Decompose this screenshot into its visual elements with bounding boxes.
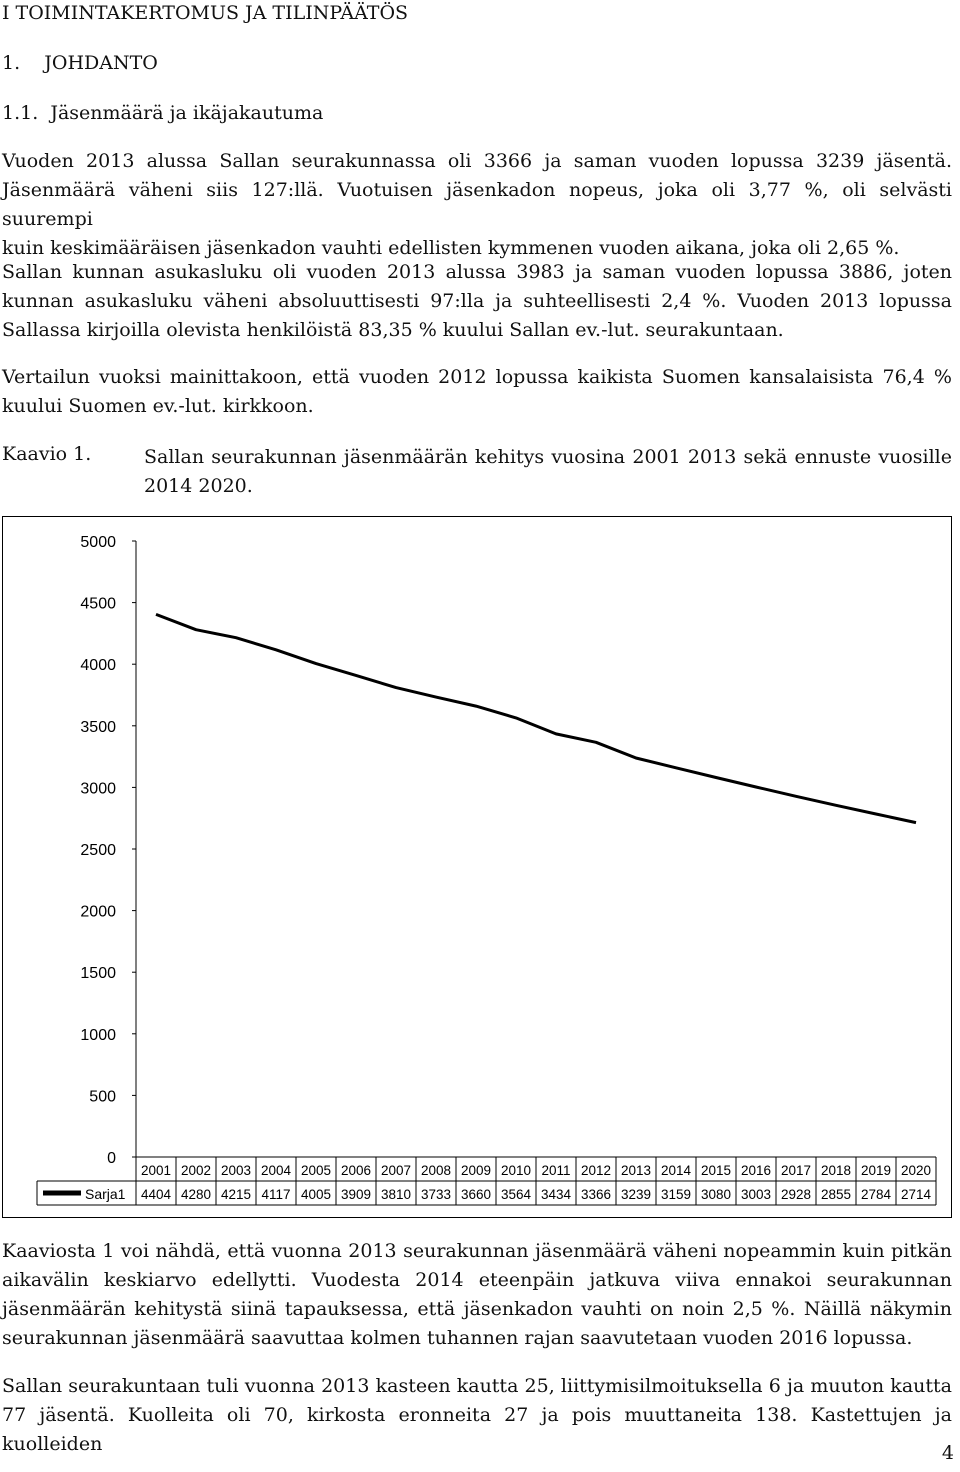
data-value-label: 3564: [500, 1187, 532, 1202]
y-tick-label: 500: [89, 1088, 116, 1106]
y-tick-label: 0: [107, 1150, 116, 1167]
membership-line-chart: [3, 517, 951, 1217]
text-line: Jäsenmäärä väheni siis 127:llä. Vuotuisen jäsenkadon nopeus, joka oli 3,77 %, oli selvästi suurempi: [2, 179, 952, 230]
text-line: Kaaviosta 1 voi nähdä, että vuonna 2013 seurakunnan jäsenmäärä väheni nopeammin kuin pitkän: [2, 1240, 952, 1262]
text-line: Sallassa kirjoilla olevista henkilöistä 83,35 % kuului Sallan ev.-lut. seurakuntaan.: [2, 319, 784, 341]
y-tick-label: 5000: [80, 534, 116, 551]
category-label: 2009: [460, 1163, 492, 1178]
data-value-label: 2855: [820, 1187, 852, 1202]
category-label: 2004: [260, 1163, 292, 1178]
chart-caption-text: Sallan seurakunnan jäsenmäärän kehitys vuosina 2001 2013 sekä ennuste vuosille 2014 2020.: [144, 446, 952, 497]
text-line: kunnan asukasluku väheni absoluuttisesti 97:lla ja suhteellisesti 2,4 %. Vuoden 2013 lopussa: [2, 290, 952, 312]
category-label: 2006: [340, 1163, 372, 1178]
category-label: 2010: [500, 1163, 532, 1178]
data-value-label: 2714: [900, 1187, 932, 1202]
text-line: aikavälin keskiarvo edellytti. Vuodesta 2014 eteenpäin jatkuva viiva ennakoi seurakunnan: [2, 1269, 952, 1291]
category-label: 2016: [740, 1163, 772, 1178]
y-axis-ticks: [80, 534, 136, 1167]
category-label: 2007: [380, 1163, 412, 1178]
subsection-heading: 1.1. Jäsenmäärä ja ikäjakautuma: [2, 102, 324, 124]
category-label: 2017: [780, 1163, 812, 1178]
text-line: jäsenmäärän kehitystä siinä tapauksessa, että jäsenkadon vauhti on noin 2,5 %. Näillä näkymin: [2, 1298, 952, 1320]
category-label: 2008: [420, 1163, 452, 1178]
legend-label: Sarja1: [85, 1186, 126, 1202]
data-value-label: 4404: [140, 1187, 172, 1202]
category-label: 2014: [660, 1163, 692, 1178]
data-value-label: 2928: [780, 1187, 812, 1202]
data-value-label: 3080: [700, 1187, 732, 1202]
text-line: Vuoden 2013 alussa Sallan seurakunnassa oli 3366 ja saman vuoden lopussa 3239 jäsentä.: [2, 150, 952, 172]
paragraph-chart-analysis: [2, 1237, 952, 1353]
section-heading: 1. JOHDANTO: [2, 52, 158, 74]
paragraph-events: [2, 1372, 952, 1459]
data-value-label: 2784: [860, 1187, 892, 1202]
text-line: seurakunnan jäsenmäärä saavuttaa kolmen tuhannen rajan saavutetaan vuoden 2016 lopussa.: [2, 1327, 913, 1349]
data-value-label: 3660: [460, 1187, 492, 1202]
data-value-label: 3909: [340, 1187, 372, 1202]
y-tick-label: 4500: [80, 595, 116, 613]
data-value-label: 4280: [180, 1187, 212, 1202]
series-group: [156, 614, 916, 822]
y-tick-label: 1500: [80, 965, 116, 983]
category-label: 2015: [700, 1163, 732, 1178]
data-value-label: 4005: [300, 1187, 332, 1202]
paragraph-membership: [2, 147, 952, 263]
text-line: Vertailun vuoksi mainittakoon, että vuoden 2012 lopussa kaikista Suomen kansalaisista 76,4 %: [2, 366, 952, 388]
category-label: 2005: [300, 1163, 332, 1178]
text-line: kuului Suomen ev.-lut. kirkkoon.: [2, 395, 314, 417]
category-label: 2011: [541, 1163, 571, 1178]
data-value-label: 3434: [540, 1187, 572, 1202]
data-value-label: 3733: [420, 1187, 452, 1202]
text-line: Sallan seurakuntaan tuli vuonna 2013 kasteen kautta 25, liittymisilmoituksella 6 ja muuton kautta: [2, 1375, 952, 1397]
y-tick-label: 4000: [80, 657, 116, 675]
y-tick-label: 2500: [80, 842, 116, 859]
text-line: kuin keskimääräisen jäsenkadon vauhti edellisten kymmenen vuoden aikana, joka oli 2,65 %.: [2, 237, 900, 259]
category-label: 2001: [140, 1163, 172, 1178]
series-line-sarja1: [156, 614, 916, 822]
category-label: 2018: [820, 1163, 852, 1178]
chart-caption-label: Kaavio 1.: [2, 443, 92, 465]
y-tick-label: 3000: [80, 780, 116, 798]
category-label: 2012: [580, 1163, 612, 1178]
category-label: 2003: [220, 1163, 252, 1178]
chart-frame: [2, 516, 952, 1218]
text-line: Sallan kunnan asukasluku oli vuoden 2013 alussa 3983 ja saman vuoden lopussa 3886, joten: [2, 261, 952, 283]
data-value-label: 3003: [740, 1187, 772, 1202]
category-label: 2019: [860, 1163, 892, 1178]
data-value-label: 3159: [660, 1187, 692, 1202]
category-label: 2002: [180, 1163, 212, 1178]
paragraph-comparison: [2, 363, 952, 421]
y-tick-label: 2000: [80, 903, 116, 921]
data-value-label: 3239: [620, 1187, 652, 1202]
data-value-label: 4117: [261, 1187, 291, 1202]
data-value-label: 4215: [220, 1187, 252, 1202]
y-tick-label: 3500: [80, 718, 116, 736]
paragraph-municipality: [2, 258, 952, 345]
category-label: 2020: [900, 1163, 932, 1178]
text-line: 77 jäsentä. Kuolleita oli 70, kirkosta eronneita 27 ja pois muuttaneita 138. Kastettujen ja kuolleiden: [2, 1404, 952, 1455]
document-title: I TOIMINTAKERTOMUS JA TILINPÄÄTÖS: [2, 2, 409, 24]
page-number: 4: [941, 1442, 954, 1464]
data-value-label: 3366: [580, 1187, 612, 1202]
y-tick-label: 1000: [80, 1026, 116, 1044]
data-value-label: 3810: [380, 1187, 412, 1202]
category-label: 2013: [620, 1163, 652, 1178]
data-table: [37, 1157, 936, 1205]
